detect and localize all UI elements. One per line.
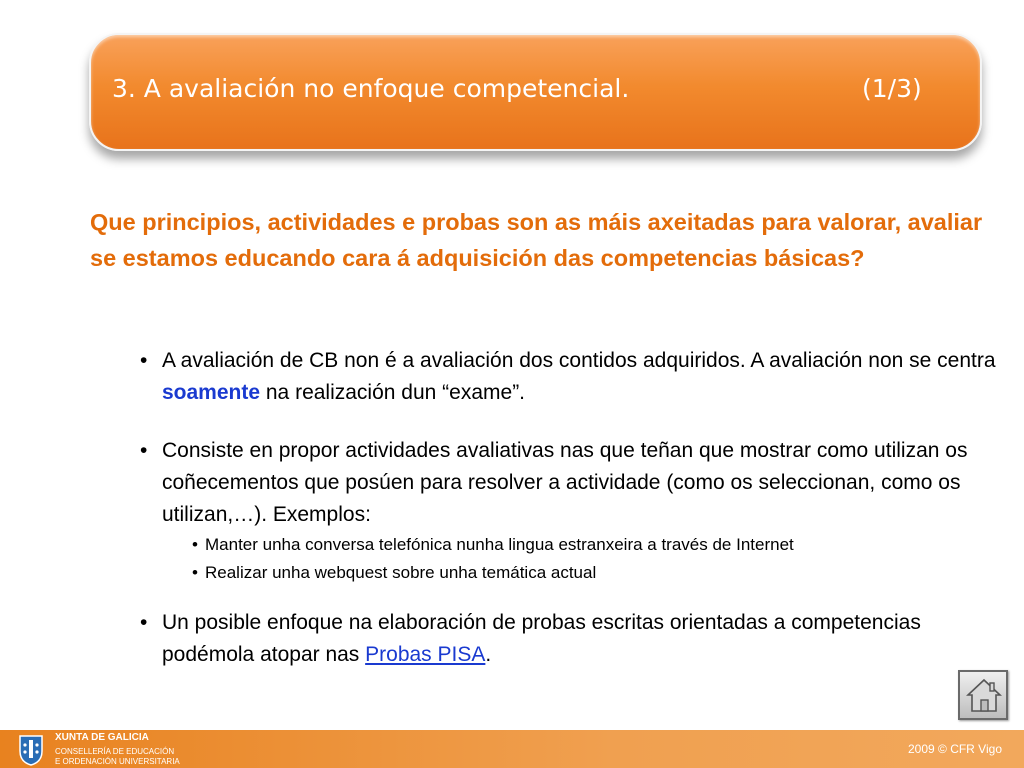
question-text: Que principios, actividades e probas son as máis axeitadas para valorar, avaliar se estamos educando cara á adquisición das competencias básicas? <box>90 209 983 271</box>
home-button[interactable] <box>958 670 1008 720</box>
bullet-1-text-b: na realización dun “exame”. <box>260 381 526 404</box>
bullet-item-1: • A avaliación de CB non é a avaliación dos contidos adquiridos. A avaliación non se centra soamente na realización dun “exame”. <box>140 349 996 404</box>
sub-bullet-2-text: Realizar unha webquest sobre unha temática actual <box>205 563 597 582</box>
footer-dept-line2: E ORDENACIÓN UNIVERSITARIA <box>55 757 180 766</box>
xunta-shield-icon <box>14 733 48 767</box>
footer-copyright: 2009 © CFR Vigo <box>907 742 1002 756</box>
bullet-1-text-a: A avaliación de CB non é a avaliación dos contidos adquiridos. A avaliación non se centra <box>162 349 996 372</box>
footer-dept-line1: CONSELLERÍA DE EDUCACIÓN <box>55 747 175 756</box>
home-icon <box>966 677 1002 715</box>
bullet-1-highlight: soamente <box>162 381 261 404</box>
bullet-item-3: • Un posible enfoque na elaboración de probas escritas orientadas a competencias podémola atopar nas Probas PISA. <box>140 611 921 666</box>
slide-title: 3. A avaliación no enfoque competencial. <box>112 74 630 103</box>
bullet-item-2: • Consiste en propor actividades avaliativas nas que teñan que mostrar como utilizan os coñecementos que posúen para resolver a actividade (como os seleccionan, como os utilizan,…). Exemplos: <box>140 439 968 526</box>
bullet-3-text: Un posible enfoque na elaboración de probas escritas orientadas a competencias podémola atopar nas <box>162 611 921 666</box>
bullet-2-text: Consiste en propor actividades avaliativas nas que teñan que mostrar como utilizan os coñecementos que posúen para resolver a actividade (como os seleccionan, como os utilizan,…). Exemplos: <box>162 439 968 526</box>
sub-bullet-1-text: Manter unha conversa telefónica nunha lingua estranxeira a través de Internet <box>205 535 794 554</box>
bullet-list <box>140 345 1010 671</box>
slide-page-indicator: (1/3) <box>862 74 922 103</box>
probas-pisa-link[interactable]: Probas PISA <box>365 643 486 666</box>
sub-bullet-1: • Manter unha conversa telefónica nunha lingua estranxeira a través de Internet <box>192 535 794 554</box>
sub-bullet-2: • Realizar unha webquest sobre unha temática actual <box>192 563 597 582</box>
footer-org: XUNTA DE GALICIA <box>55 732 149 743</box>
bullet-3-end: . <box>485 643 492 666</box>
